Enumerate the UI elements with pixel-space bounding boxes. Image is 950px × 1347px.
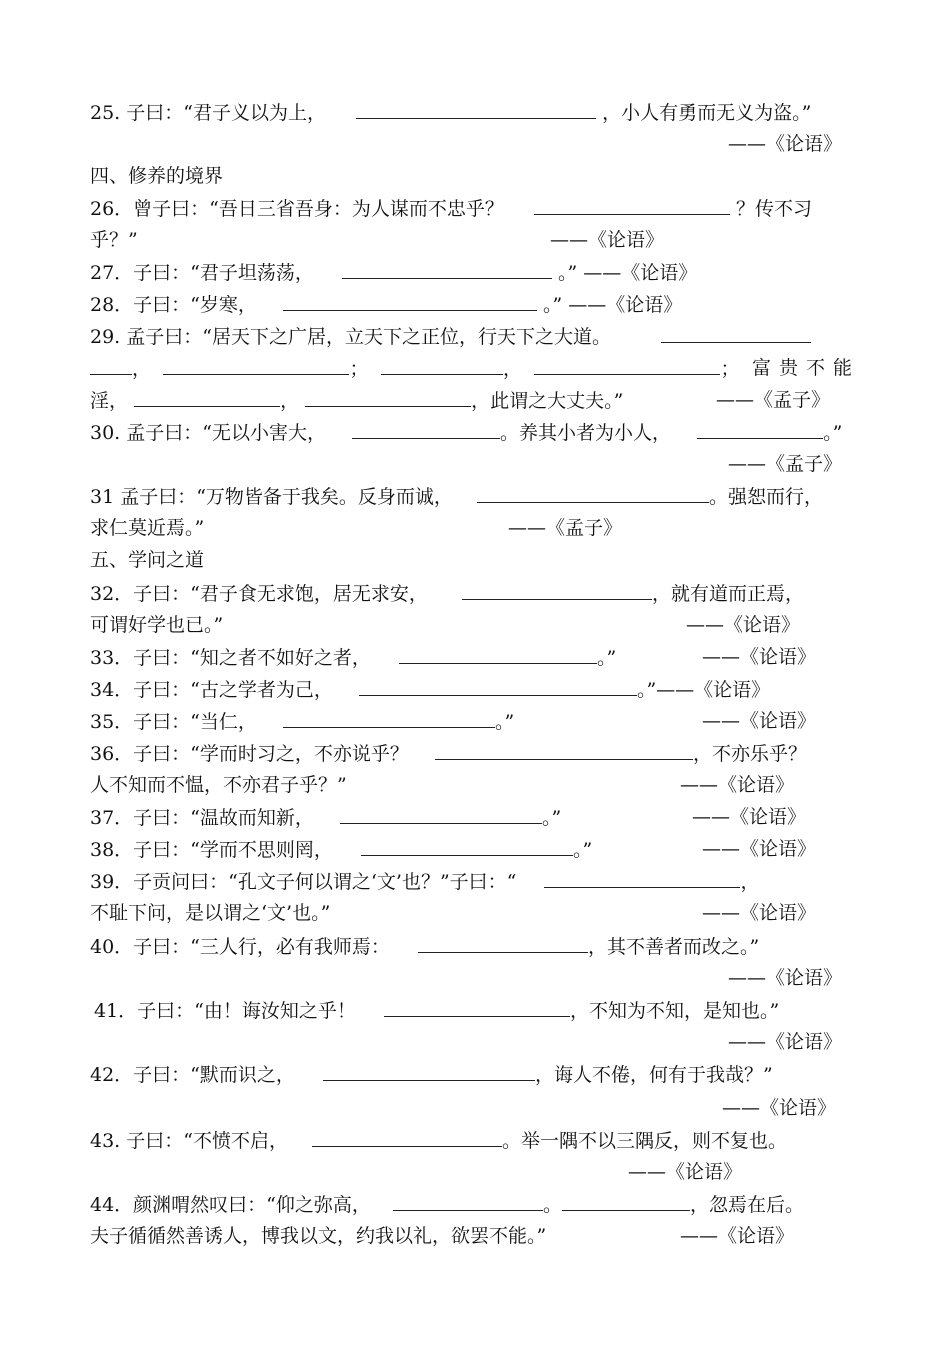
q35-blank[interactable] (283, 705, 495, 728)
q41-source: ——《论语》 (728, 1031, 843, 1053)
question-39 (90, 865, 860, 897)
q41-prompt: 41．子曰：“由！诲汝知之乎！ (94, 1000, 356, 1022)
q44-end: 夫子循循然善诱人，博我以文，约我以礼，欲罢不能。” (90, 1225, 547, 1247)
q32-blank[interactable] (462, 577, 652, 600)
q25-blank[interactable] (356, 96, 596, 119)
question-28 (90, 288, 860, 320)
q29-semi-1: ； (349, 358, 369, 380)
q29-line3-end: ，此谓之大丈夫。” (471, 390, 624, 412)
q29-comma-3: ， (280, 390, 300, 412)
q32-source: ——《论语》 (686, 614, 801, 636)
q39-mid: ， (740, 871, 760, 893)
q33-prompt: 33．子曰：“知之者不如好之者， (90, 647, 371, 669)
q26-line2 (90, 224, 860, 256)
q44-prompt: 44．颜渊喟然叹曰：“仰之弥高， (90, 1194, 371, 1216)
q29-line2 (90, 352, 860, 384)
q29-semi-2: ； (720, 358, 740, 380)
q31-source: ——《孟子》 (508, 517, 623, 539)
q34-source: ——《论语》 (656, 679, 771, 701)
q36-source: ——《论语》 (680, 774, 795, 796)
q30-blank-1[interactable] (352, 416, 500, 439)
q38-prompt: 38．子曰：“学而不思则罔， (90, 839, 333, 861)
q29-prompt: 29. 孟子曰：“居天下之广居，立天下之正位，行天下之大道。 (90, 326, 611, 348)
q43-end: 。举一隅不以三隅反，则不复也。 (502, 1130, 788, 1152)
q36-blank[interactable] (435, 737, 693, 760)
q40-end: ，其不善者而改之。” (587, 936, 760, 958)
q35-prompt: 35．子曰：“当仁， (90, 711, 257, 733)
q31-end: 求仁莫近焉。” (90, 517, 205, 539)
q30-prompt: 30. 孟子曰：“无以小害大， (90, 422, 326, 444)
q39-source: ——《论语》 (702, 902, 817, 924)
q28-suffix: 。” (542, 294, 563, 316)
q32-prompt: 32．子曰：“君子食无求饱，居无求安， (90, 583, 428, 605)
q29-blank-1b[interactable] (90, 352, 132, 375)
q29-blank-1a[interactable] (661, 320, 811, 343)
q37-prompt: 37．子曰：“温故而知新， (90, 807, 314, 829)
question-32 (90, 577, 860, 609)
q31-blank[interactable] (477, 480, 709, 503)
q26-suffix: ？传不习 (736, 198, 813, 220)
q40-blank[interactable] (418, 930, 588, 953)
q39-prompt: 39．子贡问曰：“孔文子何以谓之‘文’也？”子曰：“ (90, 871, 517, 893)
q38-end: 。” (572, 839, 593, 861)
q34-blank[interactable] (359, 673, 637, 696)
question-26 (90, 192, 860, 224)
section-heading-5: 五、学问之道 (90, 549, 205, 571)
q30-source: ——《孟子》 (728, 453, 843, 475)
question-27 (90, 256, 860, 288)
q35-source: ——《论语》 (702, 710, 817, 732)
q29-source: ——《孟子》 (716, 389, 831, 411)
q33-source: ——《论语》 (702, 646, 817, 668)
q26-blank[interactable] (534, 192, 730, 215)
q32-mid: ，就有道而正焉， (651, 583, 804, 605)
q44-mid: ，忽焉在后。 (689, 1194, 804, 1216)
question-29 (90, 320, 860, 352)
q26-end: 乎？” (90, 229, 138, 251)
question-36 (90, 737, 860, 769)
q34-prompt: 34．子曰：“古之学者为己， (90, 679, 333, 701)
question-31 (90, 480, 860, 512)
question-43 (90, 1124, 860, 1156)
question-40 (90, 930, 860, 962)
q28-blank[interactable] (283, 288, 537, 311)
q36-prompt: 36．子曰：“学而时习之，不亦说乎？ (90, 743, 409, 765)
q42-prompt: 42．子曰：“默而识之， (90, 1064, 295, 1086)
q30-blank-2[interactable] (697, 416, 823, 439)
q25-suffix: ，小人有勇而无义为盗。” (602, 102, 812, 124)
q33-end: 。” (596, 647, 617, 669)
q40-prompt: 40．子曰：“三人行，必有我师焉： (90, 936, 390, 958)
q43-prompt: 43. 子曰：“不愤不启， (90, 1130, 288, 1152)
q31-line2 (90, 512, 860, 544)
q40-source: ——《论语》 (728, 967, 843, 989)
q44-source: ——《论语》 (680, 1225, 795, 1247)
q42-blank[interactable] (323, 1058, 535, 1081)
q43-source: ——《论语》 (628, 1161, 743, 1183)
q28-source: ——《论语》 (568, 294, 683, 316)
q29-line2-end: 富贵不能 (751, 357, 860, 379)
question-25 (90, 96, 860, 128)
q39-end: 不耻下问，是以谓之‘文’也。” (90, 902, 331, 924)
q37-source: ——《论语》 (692, 806, 807, 828)
question-30 (90, 416, 860, 448)
q26-prompt: 26．曾子曰：“吾日三省吾身：为人谋而不忠乎？ (90, 198, 504, 220)
section-heading-4: 四、修养的境界 (90, 165, 224, 187)
q44-period: 。 (542, 1194, 562, 1216)
q31-prompt: 31 孟子曰：“万物皆备于我矣。反身而诚， (90, 486, 453, 508)
question-44 (90, 1188, 860, 1220)
q36-mid: ，不亦乐乎？ (692, 743, 807, 765)
q27-suffix: 。” (558, 262, 578, 284)
question-34 (90, 673, 860, 705)
q29-blank-4[interactable] (534, 352, 720, 375)
q33-blank[interactable] (399, 641, 597, 664)
q39-blank[interactable] (544, 865, 740, 888)
question-41 (94, 994, 864, 1026)
q29-line3-start: 淫， (90, 390, 129, 412)
q26-source: ——《论语》 (550, 229, 665, 251)
q44-blank-2[interactable] (562, 1188, 690, 1211)
q29-comma-1: ， (132, 358, 152, 380)
q30-end: 。” (823, 422, 843, 444)
q27-prompt: 27．子曰：“君子坦荡荡， (90, 262, 314, 284)
q43-blank[interactable] (312, 1124, 502, 1147)
q41-end: ，不知为不知，是知也。” (569, 1000, 780, 1022)
q38-blank[interactable] (361, 833, 573, 856)
q42-source: ——《论语》 (722, 1097, 837, 1119)
q28-prompt: 28．子曰：“岁寒， (90, 294, 257, 316)
q30-mid: 。养其小者为小人， (500, 422, 672, 444)
q32-end: 可谓好学也已。” (90, 614, 224, 636)
q44-blank-1[interactable] (393, 1188, 543, 1211)
q29-blank-5[interactable] (134, 384, 280, 407)
q29-blank-6[interactable] (305, 384, 471, 407)
q36-end: 人不知而不愠，不亦君子乎？” (90, 774, 347, 796)
q27-blank[interactable] (342, 256, 552, 279)
q29-blank-3[interactable] (381, 352, 503, 375)
q25-source: ——《论语》 (728, 133, 843, 155)
q42-end: ，诲人不倦，何有于我哉？” (534, 1064, 773, 1086)
q37-end: 。” (541, 807, 562, 829)
q31-mid: 。强恕而行， (708, 486, 823, 508)
q35-end: 。” (494, 711, 515, 733)
q38-source: ——《论语》 (702, 838, 817, 860)
q29-blank-2[interactable] (163, 352, 349, 375)
q34-end: 。” (636, 679, 657, 701)
q27-source: ——《论语》 (583, 262, 698, 284)
q41-blank[interactable] (384, 994, 570, 1017)
q25-prompt: 25. 子曰：“君子义以为上， (90, 102, 326, 124)
q37-blank[interactable] (340, 801, 542, 824)
q29-comma-2: ， (502, 358, 522, 380)
question-42 (90, 1058, 860, 1090)
